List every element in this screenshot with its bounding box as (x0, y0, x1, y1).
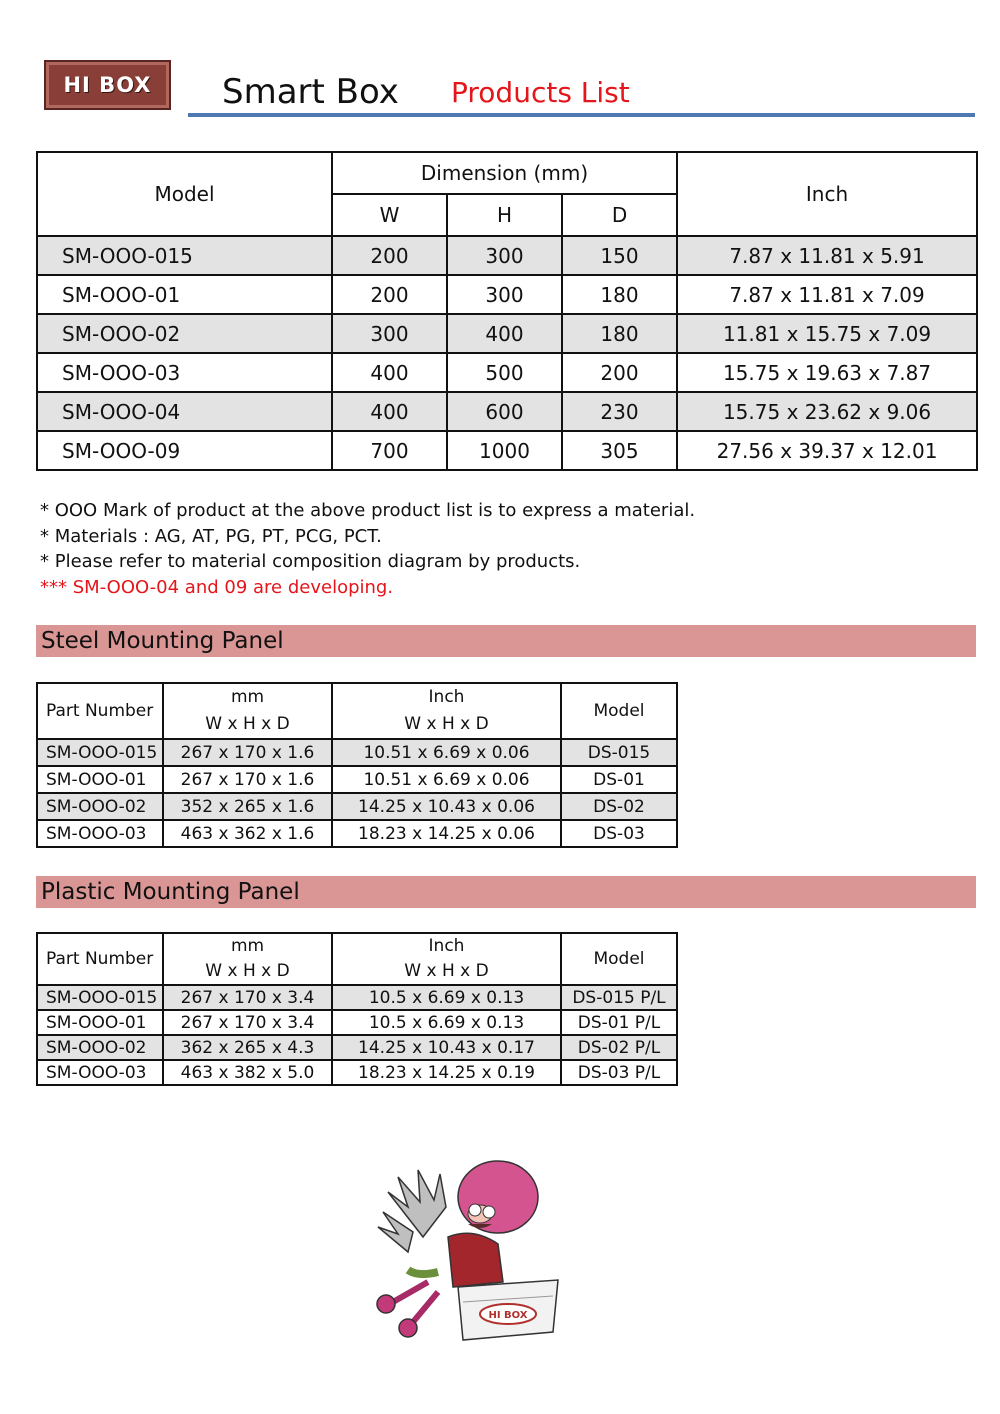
table-row (37, 1060, 677, 1085)
cell-inch: 7.87 x 11.81 x 7.09 (677, 275, 977, 314)
cell-part: SM-OOO-03 (37, 820, 163, 847)
cell-inch: 14.25 x 10.43 x 0.06 (332, 793, 561, 820)
header-inch (332, 933, 561, 985)
header-mm-sub: W x H x D (205, 714, 290, 734)
cell-part: SM-OOO-02 (37, 793, 163, 820)
table-row (37, 314, 977, 353)
table-row (37, 985, 677, 1010)
header-mm-sub: W x H x D (205, 961, 290, 981)
cell-model: SM-OOO-04 (37, 392, 332, 431)
hibox-logo (44, 60, 171, 110)
table-row (37, 353, 977, 392)
cell-w: 700 (332, 431, 447, 470)
cell-w: 200 (332, 236, 447, 275)
note-line: * OOO Mark of product at the above product list is to express a material. (40, 500, 696, 521)
cell-h: 300 (447, 275, 562, 314)
cell-part: SM-OOO-01 (37, 766, 163, 793)
table-row (37, 766, 677, 793)
note-line: * Please refer to material composition diagram by products. (40, 551, 581, 572)
cell-d: 180 (562, 275, 677, 314)
cell-h: 1000 (447, 431, 562, 470)
table-row (37, 392, 977, 431)
cell-inch: 14.25 x 10.43 x 0.17 (332, 1035, 561, 1060)
cell-h: 400 (447, 314, 562, 353)
header-part-number: Part Number (37, 933, 163, 985)
note-line: * Materials : AG, AT, PG, PT, PCG, PCT. (40, 525, 382, 547)
table-row (37, 236, 977, 275)
cell-model: SM-OOO-015 (37, 236, 332, 275)
header-mm (163, 933, 332, 985)
table-row (37, 793, 677, 820)
header-dimension: Dimension (mm) (332, 152, 677, 194)
cell-model: SM-OOO-09 (37, 431, 332, 470)
header-model: Model (561, 683, 677, 739)
cell-inch: 10.5 x 6.69 x 0.13 (332, 985, 561, 1010)
cell-w: 200 (332, 275, 447, 314)
section-steel-panel: Steel Mounting Panel (36, 625, 976, 657)
cell-model: DS-01 (561, 766, 677, 793)
header-inch-sub: W x H x D (404, 714, 489, 734)
cell-inch: 10.51 x 6.69 x 0.06 (332, 739, 561, 766)
plastic-panel-table (36, 932, 678, 1086)
title-underline (188, 113, 975, 117)
page-subtitle: Products List (451, 76, 630, 109)
header-model: Model (561, 933, 677, 985)
cell-mm: 463 x 362 x 1.6 (163, 820, 332, 847)
cell-model: DS-02 (561, 793, 677, 820)
cell-h: 600 (447, 392, 562, 431)
cell-model: SM-OOO-02 (37, 314, 332, 353)
header-inch: Inch (677, 152, 977, 236)
cell-h: 300 (447, 236, 562, 275)
header-part-number: Part Number (37, 683, 163, 739)
cell-mm: 267 x 170 x 1.6 (163, 739, 332, 766)
cell-model: DS-02 P/L (561, 1035, 677, 1060)
mascot-box-label: HI BOX (488, 1310, 528, 1321)
cell-part: SM-OOO-02 (37, 1035, 163, 1060)
header-h: H (447, 194, 562, 236)
cell-inch: 10.5 x 6.69 x 0.13 (332, 1010, 561, 1035)
header-model: Model (37, 152, 332, 236)
steel-panel-table (36, 682, 678, 848)
page-title: Smart Box (222, 72, 399, 112)
header-inch (332, 683, 561, 739)
products-table (36, 151, 978, 471)
cell-d: 305 (562, 431, 677, 470)
cell-inch: 10.51 x 6.69 x 0.06 (332, 766, 561, 793)
cell-w: 400 (332, 353, 447, 392)
section-plastic-panel: Plastic Mounting Panel (36, 876, 976, 908)
cell-d: 150 (562, 236, 677, 275)
cell-d: 180 (562, 314, 677, 353)
cell-inch: 15.75 x 23.62 x 9.06 (677, 392, 977, 431)
cell-inch: 7.87 x 11.81 x 5.91 (677, 236, 977, 275)
header-inch-label: Inch (428, 936, 465, 956)
cell-w: 400 (332, 392, 447, 431)
cell-model: DS-03 (561, 820, 677, 847)
cell-model: DS-01 P/L (561, 1010, 677, 1035)
header-w: W (332, 194, 447, 236)
cell-part: SM-OOO-03 (37, 1060, 163, 1085)
winged-mascot-carrying-box-illustration (368, 1152, 568, 1352)
cell-model: SM-OOO-03 (37, 353, 332, 392)
cell-part: SM-OOO-015 (37, 739, 163, 766)
header-mm-label: mm (230, 936, 265, 956)
cell-inch: 18.23 x 14.25 x 0.06 (332, 820, 561, 847)
table-row (37, 275, 977, 314)
cell-d: 230 (562, 392, 677, 431)
cell-inch: 15.75 x 19.63 x 7.87 (677, 353, 977, 392)
table-row (37, 1035, 677, 1060)
header-inch-label: Inch (428, 687, 465, 707)
cell-model: DS-015 (561, 739, 677, 766)
cell-inch: 11.81 x 15.75 x 7.09 (677, 314, 977, 353)
cell-w: 300 (332, 314, 447, 353)
cell-mm: 267 x 170 x 3.4 (163, 1010, 332, 1035)
header-mm-label: mm (230, 687, 265, 707)
cell-h: 500 (447, 353, 562, 392)
notes-block (40, 498, 695, 600)
cell-inch: 18.23 x 14.25 x 0.19 (332, 1060, 561, 1085)
table-row (37, 820, 677, 847)
logo-text: HI BOX (63, 73, 152, 97)
cell-model: DS-03 P/L (561, 1060, 677, 1085)
table-row (37, 431, 977, 470)
note-developing: *** SM-OOO-04 and 09 are developing. (40, 576, 394, 598)
cell-mm: 267 x 170 x 3.4 (163, 985, 332, 1010)
header-d: D (562, 194, 677, 236)
cell-model: DS-015 P/L (561, 985, 677, 1010)
cell-d: 200 (562, 353, 677, 392)
cell-mm: 362 x 265 x 4.3 (163, 1035, 332, 1060)
cell-part: SM-OOO-01 (37, 1010, 163, 1035)
cell-mm: 352 x 265 x 1.6 (163, 793, 332, 820)
table-row (37, 1010, 677, 1035)
cell-mm: 463 x 382 x 5.0 (163, 1060, 332, 1085)
table-row (37, 739, 677, 766)
header-inch-sub: W x H x D (404, 961, 489, 981)
cell-inch: 27.56 x 39.37 x 12.01 (677, 431, 977, 470)
header-mm (163, 683, 332, 739)
cell-part: SM-OOO-015 (37, 985, 163, 1010)
cell-model: SM-OOO-01 (37, 275, 332, 314)
cell-mm: 267 x 170 x 1.6 (163, 766, 332, 793)
